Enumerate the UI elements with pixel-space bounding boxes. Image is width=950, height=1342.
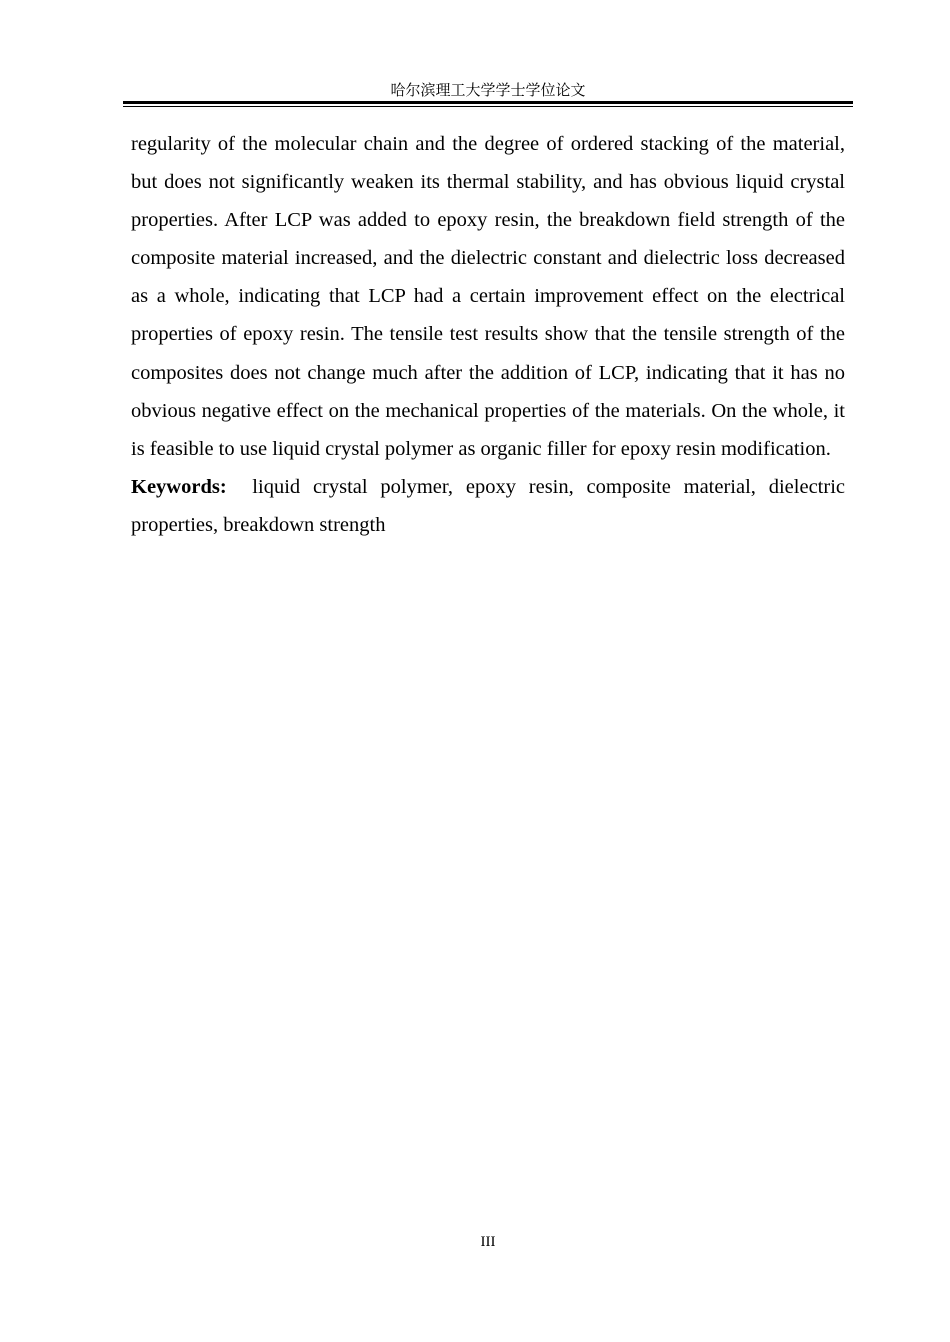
running-header: 哈尔滨理工大学学士学位论文 xyxy=(390,81,586,99)
header-rule-thin xyxy=(123,106,853,107)
keywords-text: liquid crystal polymer, epoxy resin, composite material, dielectric properties, breakdown strength xyxy=(131,475,845,536)
keywords-label: Keywords: xyxy=(131,475,227,498)
abstract-paragraph: regularity of the molecular chain and the degree of ordered stacking of the material, but does not significantly weaken its thermal stability, and has obvious liquid crystal properties. After LCP was added to epoxy resin, the breakdown field strength of the composite material increased, and the dielectric constant and dielectric loss decreased as a whole, indicating that LCP had a certain improvement effect on the electrical properties of epoxy resin. The tensile test results show that the tensile strength of the composites does not change much after the addition of LCP, indicating that it has no obvious negative effect on the mechanical properties of the materials. On the whole, it is feasible to use liquid crystal polymer as organic filler for epoxy resin modification. xyxy=(131,133,845,460)
header-rule-thick xyxy=(123,101,853,104)
page-number: III xyxy=(480,1234,496,1250)
page-body xyxy=(131,125,845,544)
keywords-paragraph xyxy=(131,468,845,544)
